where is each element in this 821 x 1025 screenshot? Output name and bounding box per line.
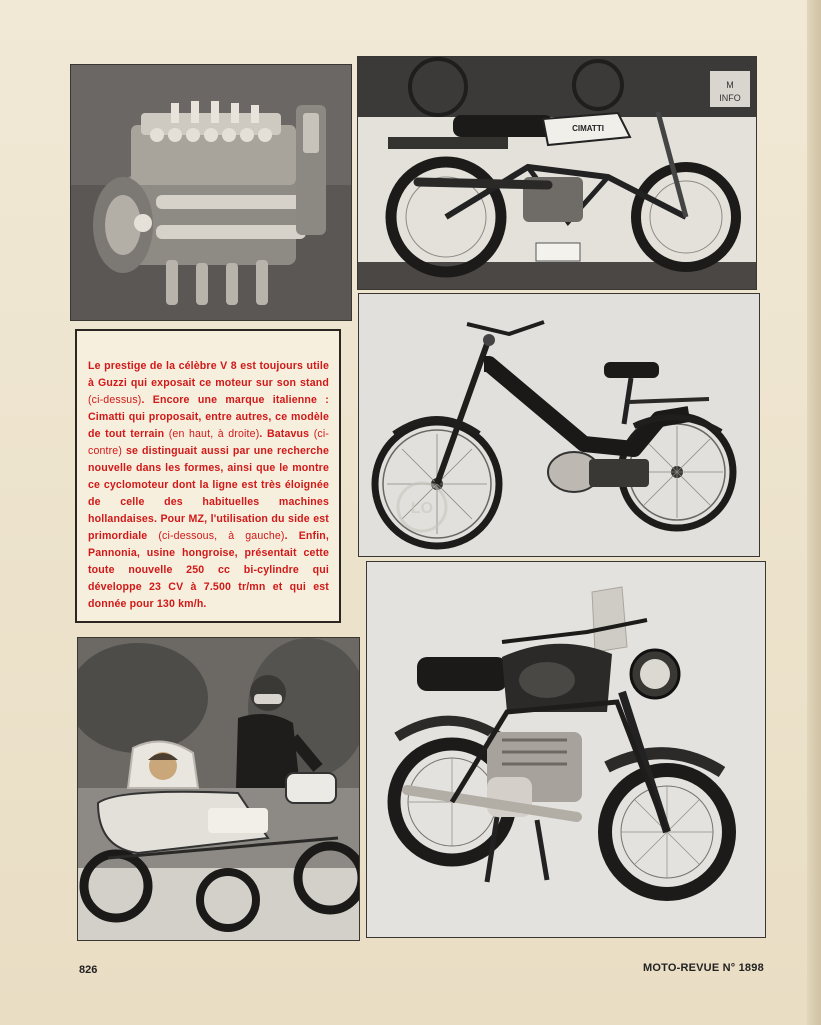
- caption-segment: (ci-contre): [88, 428, 330, 457]
- caption-segment: . Encore une marque italienne : Cimatti qui proposait, entre autres, ce modèle de tout terrain: [88, 394, 329, 440]
- photo-mz-sidecar: [77, 637, 360, 941]
- caption-segment: (ci-dessous, à gauche): [158, 530, 285, 542]
- photo-cimatti-trail-bike: [357, 56, 757, 290]
- cimatti-tank-logo: CIMATTI: [572, 124, 604, 133]
- caption-segment: . Enfin, Pannonia, usine hongroise, présentait cette toute nouvelle 250 cc bi-cylindre qui développe 23 CV à 7.500 tr/mn et qui est donnée pour 130 km/h.: [88, 530, 330, 610]
- stand-sign-text: INFO: [719, 93, 741, 103]
- photo-guzzi-v8-engine: [70, 64, 352, 321]
- stand-sign-letter: M: [726, 80, 734, 90]
- magazine-issue: MOTO-REVUE N° 1898: [643, 962, 764, 974]
- watermark-text: LO: [410, 500, 434, 517]
- page-number: 826: [79, 964, 98, 976]
- caption-text: [88, 358, 329, 613]
- photo-pannonia-250: [366, 561, 766, 938]
- caption-segment: se distinguait aussi par une recherche nouvelle dans les formes, ainsi que le montre ce cyclomoteur dont la ligne est très éloignée de celle des habituelles machines hollandaises. Pour MZ, l'utilisation du side est primordiale: [88, 445, 329, 542]
- page-edge: [807, 0, 821, 1025]
- caption-box: [75, 329, 341, 623]
- caption-segment: . Batavus: [259, 428, 314, 440]
- caption-segment: Le prestige de la célèbre V 8 est toujours utile à Guzzi qui exposait ce moteur sur son stand: [88, 360, 329, 389]
- caption-segment: (ci-dessus): [88, 394, 142, 406]
- watermark-logo: [396, 480, 448, 534]
- caption-segment: (en haut, à droite): [168, 428, 260, 440]
